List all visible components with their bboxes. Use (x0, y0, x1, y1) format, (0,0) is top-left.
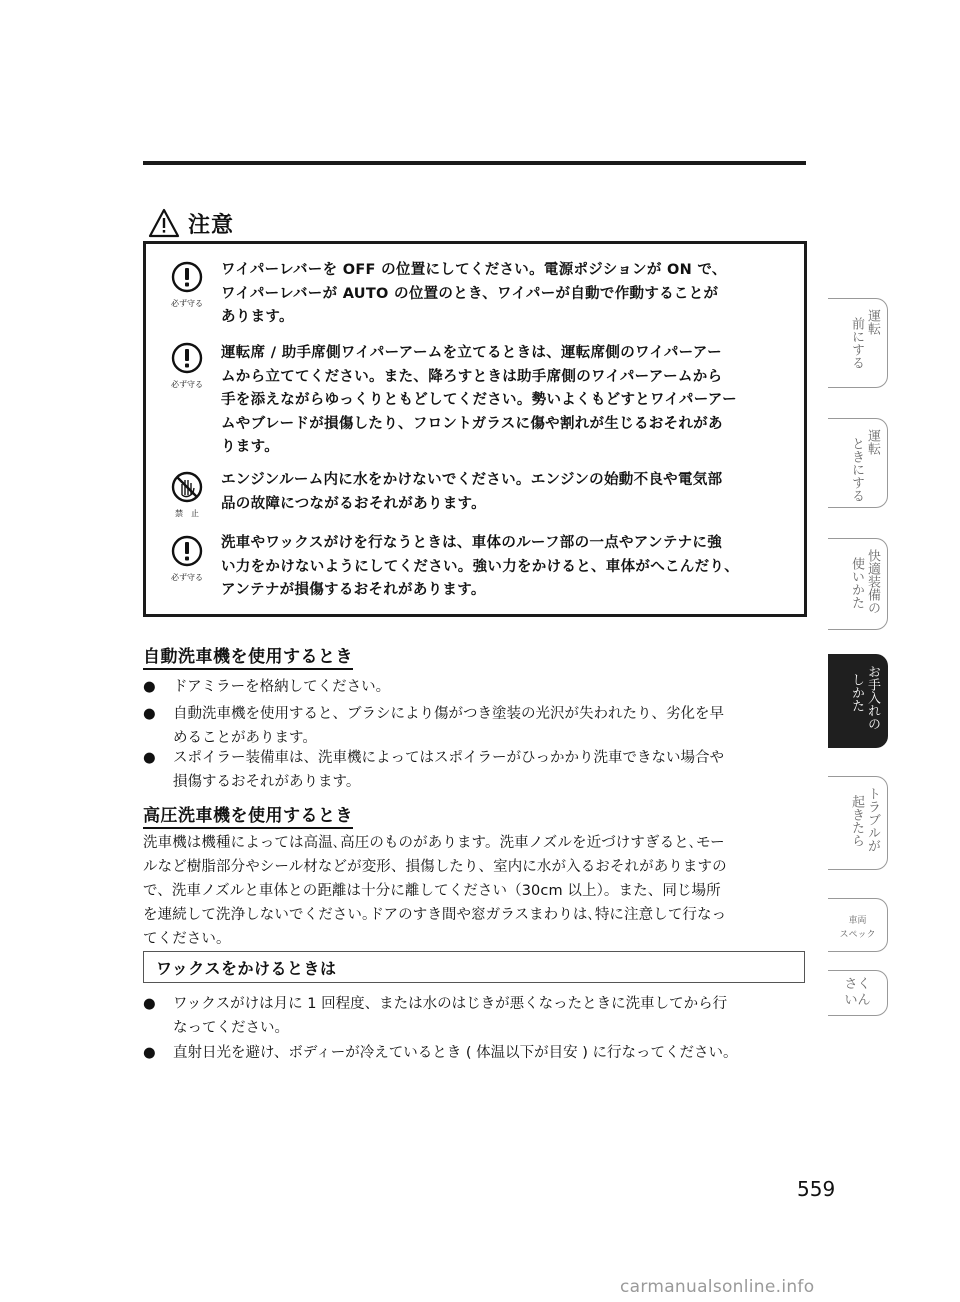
tab-label: しかた (849, 673, 864, 712)
tab-label: 運転 (865, 309, 880, 335)
text-line: ムやブレードが損傷したり、フロントガラスに傷や割れが生じるおそれがあ (221, 415, 723, 432)
bullet-icon: ● (143, 706, 156, 722)
text-line: 運転席 / 助手席側ワイパーアームを立てるときは、運転席側のワイパーアー (221, 345, 722, 361)
tab-comfort-equipment[interactable] (828, 538, 888, 630)
text-line: 品の故障につながるおそれがあります。 (221, 495, 486, 512)
bullet-text: スポイラー装備車は、洗車機によってはスポイラーがひっかかり洗車できない場合や (173, 750, 724, 766)
text-line: ルなど樹脂部分やシール材などが変形、損傷したり、室内に水が入るおそれがありますの (143, 859, 727, 875)
text-line: ワイパーレバーを OFF の位置にしてください。電源ポジションが ON で、 (221, 262, 727, 278)
icon-label: 必ず守る (171, 380, 203, 389)
mandatory-icon (171, 535, 203, 567)
icon-label: 必ず守る (171, 573, 203, 582)
watermark: carmanualsonline.info (620, 1277, 815, 1297)
tab-label: ときにする (849, 437, 864, 502)
caution-heading (148, 206, 234, 240)
text-line: ります。 (221, 439, 280, 455)
text-line: アンテナが損傷するおそれがあります。 (221, 582, 486, 598)
tab-label: 快適装備の (865, 549, 880, 614)
tab-label: いん (844, 993, 871, 1008)
mandatory-icon (171, 342, 203, 374)
high-pressure-heading: 高圧洗車機を使用するとき (143, 801, 353, 829)
tab-label: 使いかた (849, 557, 864, 609)
wax-heading-box (143, 951, 805, 983)
prohibited-icon-wrap (164, 471, 210, 519)
bullet-icon: ● (143, 679, 156, 695)
list-item (143, 675, 805, 699)
mandatory-icon-wrap (164, 261, 210, 309)
page-number: 559 (797, 1177, 836, 1201)
caution-box (143, 241, 807, 617)
tab-index[interactable] (828, 970, 888, 1016)
tab-troubles[interactable] (828, 776, 888, 870)
tab-label: 車両 (848, 916, 867, 926)
text-line: てください。 (143, 931, 231, 947)
warning-triangle-icon (148, 208, 180, 238)
mandatory-icon-wrap (164, 535, 210, 583)
bullet-text: ワックスがけは月に 1 回程度、または水のはじきが悪くなったときに洗車してから行 (173, 996, 728, 1012)
tab-label: お手入れの (865, 665, 880, 730)
auto-wash-heading: 自動洗車機を使用するとき (143, 642, 353, 670)
icon-label: 必ず守る (171, 299, 203, 308)
tab-vehicle-specs[interactable] (828, 898, 888, 952)
mandatory-icon (171, 261, 203, 293)
caution-text (221, 259, 796, 330)
bullet-icon: ● (143, 996, 156, 1012)
caution-text (221, 469, 796, 516)
list-item (143, 746, 805, 794)
caution-title: 注意 (188, 212, 235, 238)
bullet-text: 自動洗車機を使用すると、ブラシにより傷がつき塗装の光沢が失われたり、劣化を早 (173, 706, 724, 722)
bullet-text: ドアミラーを格納してください。 (173, 679, 391, 695)
tab-label: 前にする (849, 317, 864, 369)
tab-label: さく (844, 977, 871, 992)
list-item (143, 702, 805, 750)
tab-before-driving[interactable] (828, 298, 888, 388)
bullet-text: 損傷するおそれがあります。 (173, 774, 361, 790)
text-line: 洗車やワックスがけを行なうときは、車体のルーフ部の一点やアンテナに強 (221, 535, 723, 551)
tab-label: スペック (839, 930, 876, 940)
tab-while-driving[interactable] (828, 418, 888, 508)
bullet-text: なってください。 (173, 1020, 289, 1036)
mandatory-icon-wrap (164, 342, 210, 390)
bullet-text: 直射日光を避け、ボディーが冷えているとき ( 体温以下が目安 ) に行なってください。 (173, 1045, 738, 1061)
tab-label: 起きたら (849, 795, 864, 847)
list-item (143, 1041, 805, 1065)
text-line: あります。 (221, 309, 294, 325)
text-line: 手を添えながらゆっくりともどしてください。勢いよくもどすとワイパーアー (221, 392, 737, 408)
text-line: エンジンルーム内に水をかけないでください。エンジンの始動不良や電気部 (221, 472, 723, 488)
caution-text (221, 342, 796, 460)
prohibited-wet-hand-icon (171, 471, 203, 503)
top-rule (143, 161, 806, 165)
text-line: ワイパーレバーが AUTO の位置のとき、ワイパーが自動で作動することが (221, 285, 719, 302)
wax-heading: ワックスをかけるときは (156, 958, 337, 978)
bullet-icon: ● (143, 1045, 156, 1061)
text-line: 洗車機は機種によっては高温､高圧のものがあります。洗車ノズルを近づけすぎると､モー (143, 835, 725, 851)
text-line: ムから立ててください。また、降ろすときは助手席側のワイパーアームから (221, 368, 723, 385)
tab-maintenance[interactable] (828, 654, 888, 748)
text-line: で、洗車ノズルと車体との距離は十分に離してください（30cm 以上）。また、同じ場所 (143, 883, 721, 899)
high-pressure-paragraph (143, 831, 805, 951)
text-line: を連続して洗浄しないでください｡ドアのすき間や窓ガラスまわりは､特に注意して行なっ (143, 907, 727, 923)
text-line: い力をかけないようにしてください。強い力をかけると、車体がへこんだり、 (221, 558, 739, 575)
tab-label: 運転 (865, 429, 880, 455)
list-item (143, 992, 805, 1040)
icon-label: 禁 止 (175, 509, 199, 518)
bullet-icon: ● (143, 750, 156, 766)
tab-label: トラブルが (865, 787, 880, 852)
bullet-text: めることがあります。 (173, 730, 317, 746)
caution-text (221, 532, 796, 603)
